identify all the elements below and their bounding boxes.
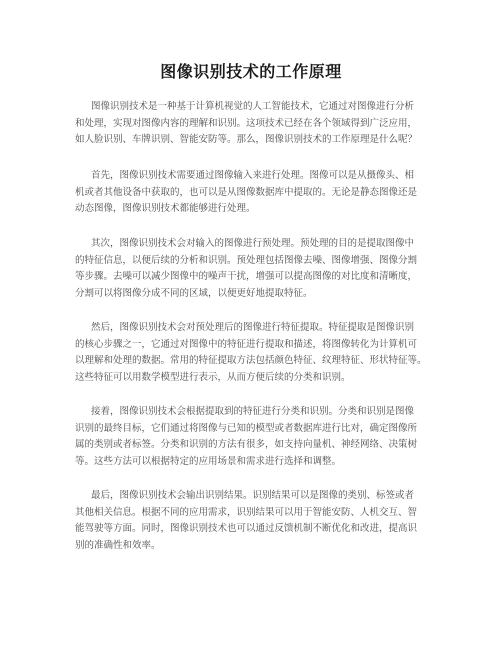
paragraph-line: 然后，图像识别技术会对预处理后的图像进行特征提取。特征提取是图像识别 xyxy=(91,322,415,333)
paragraph-1 xyxy=(75,99,429,149)
paragraph-line: 其他相关信息。根据不同的应用需求，识别结果可以用于智能安防、人机交互、智 xyxy=(75,506,418,518)
paragraph-5 xyxy=(75,404,429,470)
paragraph-line: 等。这些方法可以根据特定的应用场景和需求进行选择和调整。 xyxy=(75,455,342,467)
paragraph-line: 机或者其他设备中获取的，也可以是从图像数据库中提取的。无论是静态图像还是 xyxy=(75,186,418,198)
paragraph-line: 能驾驶等方面。同时，图像识别技术也可以通过反馈机制不断优化和改进，提高识 xyxy=(75,523,418,534)
paragraph-line: 动态图像，图像识别技术都能够进行处理。 xyxy=(75,203,256,214)
paragraph-line: 接着，图像识别技术会根据提取到的特征进行分类和识别。分类和识别是图像 xyxy=(91,406,415,417)
paragraph-line: 和处理，实现对图像内容的理解和识别。这项技术已经在各个领域得到广泛应用， xyxy=(75,117,418,129)
paragraph-line: 的特征信息，以便后续的分析和识别。预处理包括图像去噪、图像增强、图像分割 xyxy=(75,254,418,266)
paragraph-line: 其次，图像识别技术会对输入的图像进行预处理。预处理的目的是提取图像中 xyxy=(91,238,415,249)
paragraph-line: 这些特征可以用数学模型进行表示，从而方便后续的分类和识别。 xyxy=(75,371,351,383)
paragraph-line: 如人脸识别、车牌识别、智能安防等。那么，图像识别技术的工作原理是什么呢？ xyxy=(75,134,418,145)
paragraph-line: 最后，图像识别技术会输出识别结果。识别结果可以是图像的类别、标签或者 xyxy=(91,490,415,501)
paragraph-line: 首先，图像识别技术需要通过图像输入来进行处理。图像可以是从摄像头、相 xyxy=(91,170,415,181)
paragraph-3 xyxy=(75,236,429,302)
paragraph-line: 以理解和处理的数据。常用的特征提取方法包括颜色特征、纹理特征、形状特征等。 xyxy=(75,355,427,366)
paragraph-6 xyxy=(75,488,429,554)
paragraph-line: 属的类别或者标签。分类和识别的方法有很多，如支持向量机、神经网络、决策树 xyxy=(75,439,418,450)
paragraph-line: 别的准确性和效率。 xyxy=(75,539,161,551)
paragraph-line: 分割可以将图像分成不同的区域，以便更好地提取特征。 xyxy=(75,287,313,299)
paragraph-4 xyxy=(75,320,429,386)
paragraph-2 xyxy=(75,168,429,218)
paragraph-line: 的核心步骤之一，它通过对图像中的特征进行提取和描述，将图像转化为计算机可 xyxy=(75,338,418,350)
paragraph-line: 图像识别技术是一种基于计算机视觉的人工智能技术，它通过对图像进行分析 xyxy=(91,101,415,112)
page-title: 图像识别技术的工作原理 xyxy=(160,62,342,81)
paragraph-line: 识别的最终目标，它们通过将图像与已知的模型或者数据库进行比对，确定图像所 xyxy=(75,422,418,434)
paragraph-line: 等步骤。去噪可以减少图像中的噪声干扰，增强可以提高图像的对比度和清晰度， xyxy=(75,271,418,282)
